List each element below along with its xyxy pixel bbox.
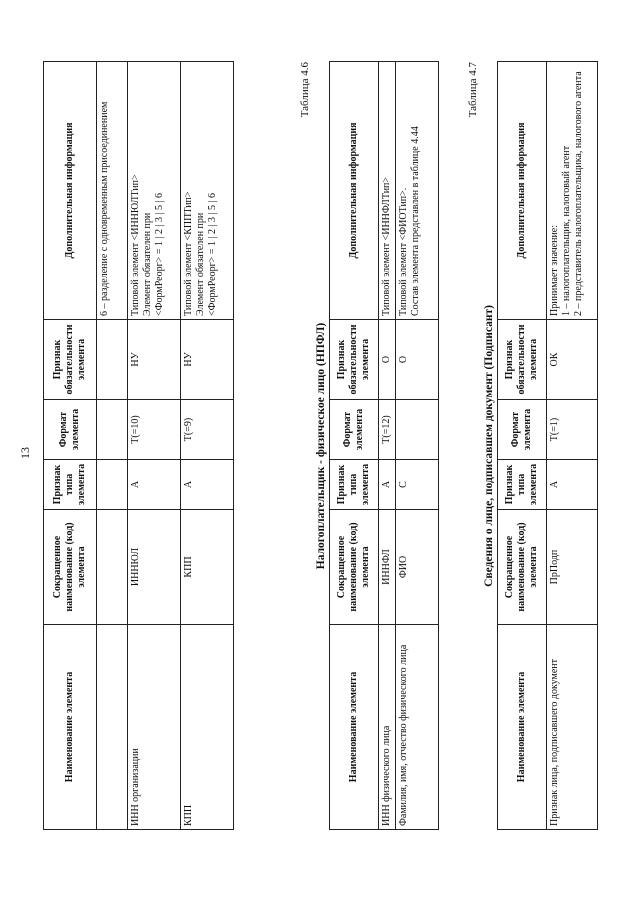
column-header: Сокращенное наименование (код) элемента <box>498 510 547 625</box>
cell-element-type: А <box>128 460 181 510</box>
column-header: Формат элемента <box>44 400 97 460</box>
table-block-4-7 <box>465 62 598 830</box>
column-header: Сокращенное наименование (код) элемента <box>44 510 97 625</box>
cell-additional-info: Принимает значение: 1 – налогоплательщик, налоговый агент 2 – представитель налогоплательщика, налогового агента <box>547 62 598 320</box>
table-row <box>547 62 598 830</box>
cell-element-code: ФИО <box>396 510 439 625</box>
table-header-row <box>44 62 97 830</box>
cell-element-required: НУ <box>128 320 181 400</box>
column-header: Признак типа элемента <box>44 460 97 510</box>
column-header: Наименование элемента <box>44 625 97 830</box>
column-header: Признак обязательности элемента <box>44 320 97 400</box>
cell-element-code <box>97 510 128 625</box>
cell-element-type: А <box>547 460 598 510</box>
cell-element-format: T(=9) <box>181 400 234 460</box>
table-row <box>181 62 234 830</box>
cell-element-name: ИНН физического лица <box>379 625 396 830</box>
cell-element-name: Признак лица, подписавшего документ <box>547 625 598 830</box>
column-header: Формат элемента <box>330 400 379 460</box>
column-header: Дополнительная информация <box>330 62 379 320</box>
cell-additional-info: 6 – разделение с одновременным присоединением <box>97 62 128 320</box>
cell-element-format <box>396 400 439 460</box>
cell-element-required: О <box>396 320 439 400</box>
table-caption: Таблица 4.6 <box>299 62 311 118</box>
table-header-row <box>330 62 379 830</box>
cell-element-name: Фамилия, имя, отчество физического лица <box>396 625 439 830</box>
cell-element-required: НУ <box>181 320 234 400</box>
cell-element-type: А <box>379 460 396 510</box>
cell-element-required: ОК <box>547 320 598 400</box>
table-title: Налогоплательщик - физическое лицо (НПФЛ) <box>315 322 327 570</box>
cell-element-format: T(=10) <box>128 400 181 460</box>
page-number: 13 <box>18 447 32 459</box>
table-block-4-6 <box>297 62 439 830</box>
cell-element-code: ИННФЛ <box>379 510 396 625</box>
cell-element-format <box>97 400 128 460</box>
cell-element-code: ПрПодп <box>547 510 598 625</box>
cell-element-required: О <box>379 320 396 400</box>
cell-additional-info: Типовой элемент <ФИОТип>. Состав элемента представлен в таблице 4.44 <box>396 62 439 320</box>
table-row <box>396 62 439 830</box>
table-row <box>128 62 181 830</box>
cell-element-type <box>97 460 128 510</box>
cell-element-format: T(=12) <box>379 400 396 460</box>
table-header-row <box>498 62 547 830</box>
column-header: Дополнительная информация <box>498 62 547 320</box>
column-header: Сокращенное наименование (код) элемента <box>330 510 379 625</box>
cell-element-format: T(=1) <box>547 400 598 460</box>
cell-element-type: А <box>181 460 234 510</box>
cell-additional-info: Типовой элемент <ИННФЛТип> <box>379 62 396 320</box>
table-row <box>97 62 128 830</box>
column-header: Наименование элемента <box>330 625 379 830</box>
cell-element-name: ИНН организации <box>128 625 181 830</box>
cell-element-code: ИННЮЛ <box>128 510 181 625</box>
column-header: Признак типа элемента <box>330 460 379 510</box>
column-header: Признак типа элемента <box>498 460 547 510</box>
cell-additional-info: Типовой элемент <ИННЮЛТип> Элемент обязателен при <ФормРеорг> = 1 | 2 | 3 | 5 | 6 <box>128 62 181 320</box>
cell-element-required <box>97 320 128 400</box>
elements-table-4-7 <box>497 61 598 830</box>
cell-element-name <box>97 625 128 830</box>
elements-table-4-6 <box>329 61 439 830</box>
cell-element-code: КПП <box>181 510 234 625</box>
cell-element-name: КПП <box>181 625 234 830</box>
table-title: Сведения о лице, подписавшем документ (Подписант) <box>483 305 495 587</box>
cell-additional-info: Типовой элемент <КППТип> Элемент обязателен при <ФормРеорг> = 1 | 2 | 3 | 5 | 6 <box>181 62 234 320</box>
table-caption: Таблица 4.7 <box>467 62 479 118</box>
column-header: Наименование элемента <box>498 625 547 830</box>
column-header: Признак обязательности элемента <box>498 320 547 400</box>
column-header: Формат элемента <box>498 400 547 460</box>
table-row <box>379 62 396 830</box>
column-header: Признак обязательности элемента <box>330 320 379 400</box>
column-header: Дополнительная информация <box>44 62 97 320</box>
elements-table-continued <box>43 61 234 830</box>
table-block-continued <box>43 62 234 830</box>
cell-element-type: С <box>396 460 439 510</box>
